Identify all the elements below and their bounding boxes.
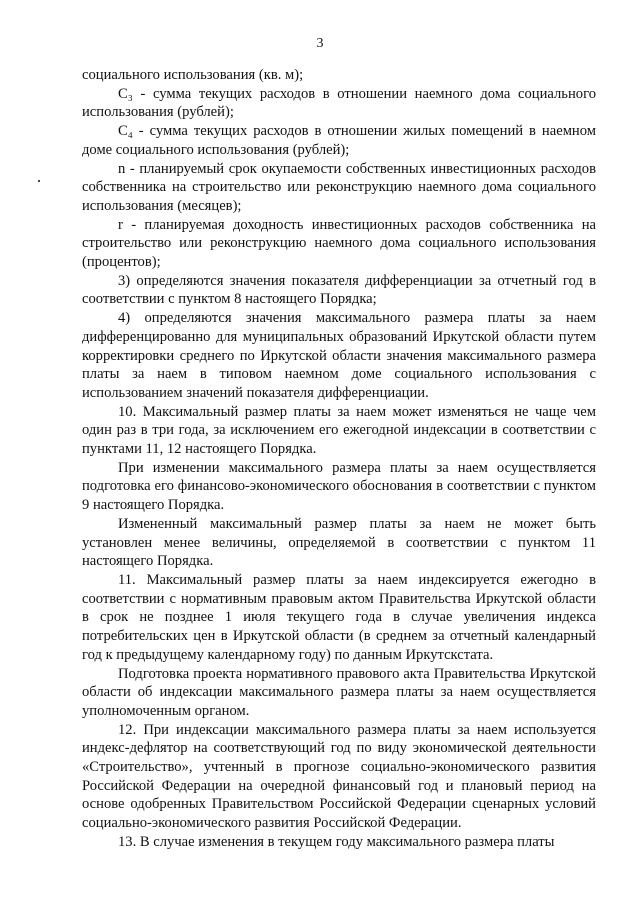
page-number: 3 (316, 36, 324, 51)
paragraph: При изменении максимального размера платы за наем осуществляется подготовка его финансово-экономического обоснования в соответствии с пунктом 9 настоящего Порядка. (82, 459, 596, 514)
paragraph: 12. При индексации максимального размера платы за наем используется индекс-дефлятор на соответствующий год по виду экономической деятельности «Строительство», учтенный в прогнозе социально-экономического развития Российской Федерации на очередной финансовый год и плановый период на основе одобренных Правительством Российской Федерации сценарных условий социально-экономического развития Российской Федерации. (82, 721, 596, 832)
scan-artifact (38, 180, 40, 182)
paragraph: 3) определяются значения показателя дифференциации за отчетный год в соответствии с пунктом 8 настоящего Порядка; (82, 272, 596, 308)
paragraph: Подготовка проекта нормативного правового акта Правительства Иркутской области об индексации максимального размера платы за наем осуществляется уполномоченным органом. (82, 665, 596, 719)
paragraph: r - планируемая доходность инвестиционных расходов собственника на строительство или реконструкцию наемного дома социального использования (процентов); (82, 216, 596, 271)
document-body (82, 66, 596, 852)
paragraph: 13. В случае изменения в текущем году максимального размера платы (118, 833, 555, 850)
paragraph: 4) определяются значения максимального размера платы за наем дифференцированно для муниципальных образований Иркутской области путем корректировки среднего по Иркутской области значения максимального размера платы за наем в типовом наемном доме социального использования с использованием значений показателя дифференциации. (82, 310, 596, 401)
paragraph: 10. Максимальный размер платы за наем может изменяться не чаще чем один раз в три года, за исключением его ежегодной индексации в соответствии с пунктами 11, 12 настоящего Порядка. (82, 403, 596, 458)
paragraph: социального использования (кв. м); (82, 67, 304, 83)
paragraph: C₄ - сумма текущих расходов в отношении жилых помещений в наемном доме социального использования (рублей); (82, 123, 596, 158)
paragraph: n - планируемый срок окупаемости собственных инвестиционных расходов собственника на строительство или реконструкцию наемного дома социального использования (месяцев); (82, 160, 596, 214)
paragraph: 11. Максимальный размер платы за наем индексируется ежегодно в соответствии с нормативным правовым актом Правительства Иркутской области в срок не позднее 1 июля текущего года в случае увеличения индекса потребительских цен в Иркутской области (в среднем за отчетный календарный год к предыдущему календарному году) по данным Иркутскстата. (82, 571, 596, 663)
paragraph: C₃ - сумма текущих расходов в отношении наемного дома социального использования (рублей); (82, 85, 596, 121)
paragraph: Измененный максимальный размер платы за наем не может быть установлен менее величины, определяемой в соответствии с пунктом 11 настоящего Порядка. (82, 515, 596, 570)
